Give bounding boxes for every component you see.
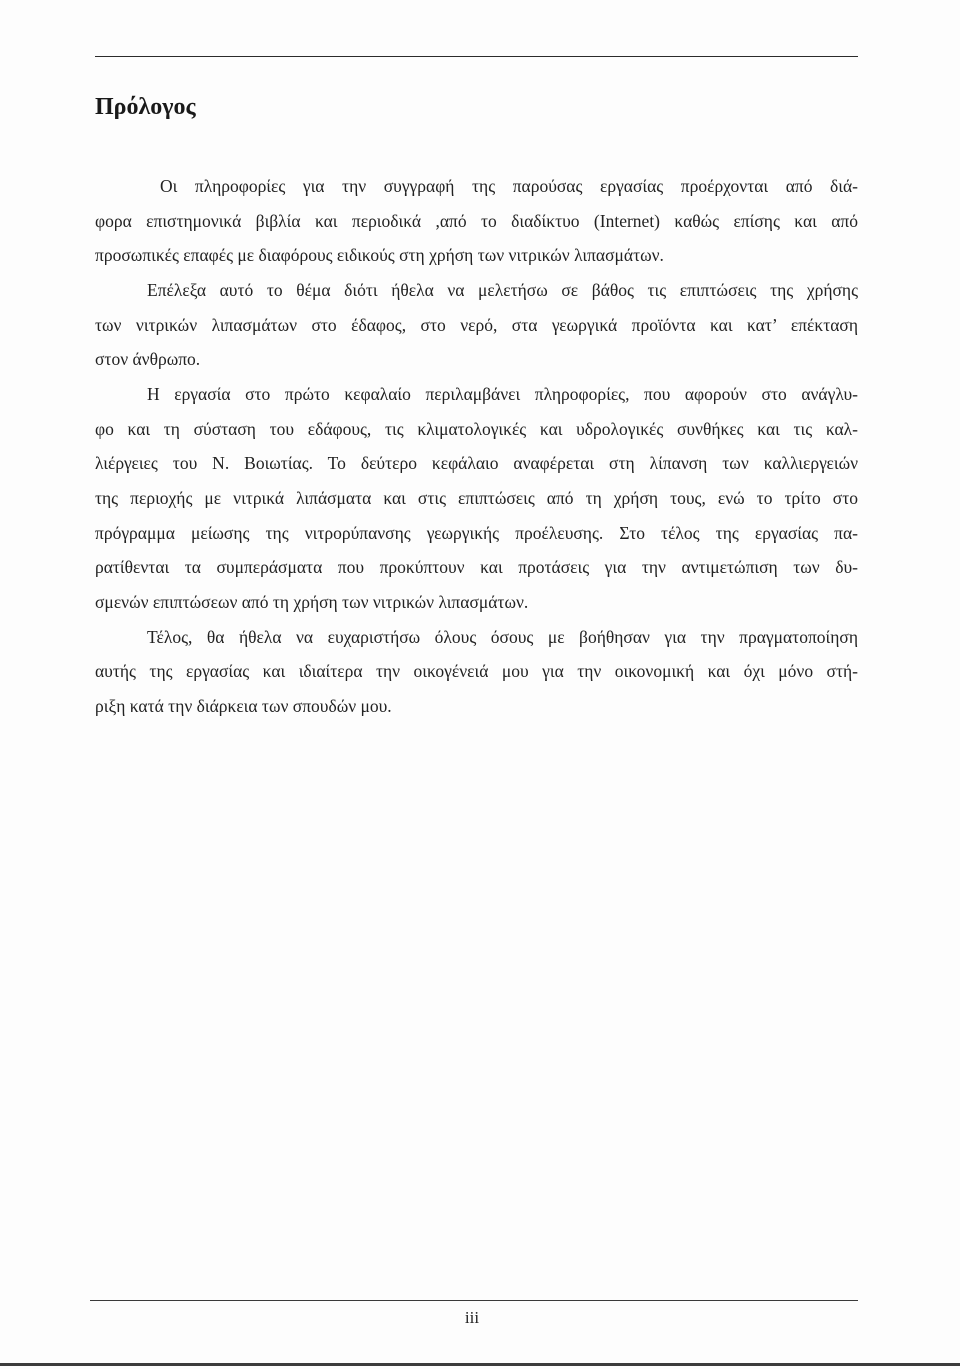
- paragraph: [95, 273, 858, 377]
- text-line: ριξη κατά την διάρκεια των σπουδών μου.: [95, 695, 392, 716]
- header-rule: [95, 56, 858, 57]
- text-line: φορα επιστημονικά βιβλία και περιοδικά ,από το διαδίκτυο (Internet) καθώς επίσης και από: [95, 210, 858, 231]
- text-line: προσωπικές επαφές με διαφόρους ειδικούς στη χρήση των νιτρικών λιπασμάτων.: [95, 245, 664, 266]
- text-line: λιέργειες του Ν. Βοιωτίας. Το δεύτερο κεφάλαιο αναφέρεται στη λίπανση των καλλιεργειών: [95, 453, 858, 474]
- prologue-body: [95, 169, 858, 724]
- paragraph: [95, 169, 858, 273]
- paragraph: [95, 620, 858, 724]
- text-line: φο και τη σύσταση του εδάφους, τις κλιματολογικές και υδρολογικές συνθήκες και τις καλ-: [95, 418, 858, 439]
- text-line: Η εργασία στο πρώτο κεφαλαίο περιλαμβάνει πληροφορίες, που αφορούν στο ανάγλυ-: [147, 383, 858, 404]
- text-line: των νιτρικών λιπασμάτων στο έδαφος, στο νερό, στα γεωργικά προϊόντα και κατ’ επέκταση: [95, 314, 858, 335]
- text-line: της περιοχής με νιτρικά λιπάσματα και στις επιπτώσεις από τη χρήση τους, ενώ το τρίτο στο: [95, 487, 858, 508]
- text-line: στον άνθρωπο.: [95, 349, 201, 370]
- text-line: αυτής της εργασίας και ιδιαίτερα την οικογένειά μου για την οικονομική και όχι μόνο στή-: [95, 661, 858, 682]
- text-line: πρόγραμμα μείωσης της νιτρορύπανσης γεωργικής προέλευσης. Στο τέλος της εργασίας πα-: [95, 522, 858, 543]
- page-number: iii: [464, 1308, 480, 1327]
- text-line: Επέλεξα αυτό το θέμα διότι ήθελα να μελετήσω σε βάθος τις επιπτώσεις της χρήσης: [147, 279, 858, 300]
- text-line: Οι πληροφορίες για την συγγραφή της παρούσας εργασίας προέρχονται από διά-: [160, 176, 858, 196]
- paragraph: [95, 377, 858, 620]
- page-title: Πρόλογος: [95, 94, 196, 120]
- footer-rule: [90, 1300, 858, 1301]
- text-line: σμενών επιπτώσεων από τη χρήση των νιτρικών λιπασμάτων.: [95, 591, 529, 612]
- text-line: ρατίθενται τα συμπεράσματα που προκύπτουν και προτάσεις για την αντιμετώπιση των δυ-: [95, 557, 858, 578]
- scan-edge: [0, 1363, 960, 1366]
- text-line: Τέλος, θα ήθελα να ευχαριστήσω όλους όσους με βοήθησαν για την πραγματοποίηση: [147, 626, 858, 647]
